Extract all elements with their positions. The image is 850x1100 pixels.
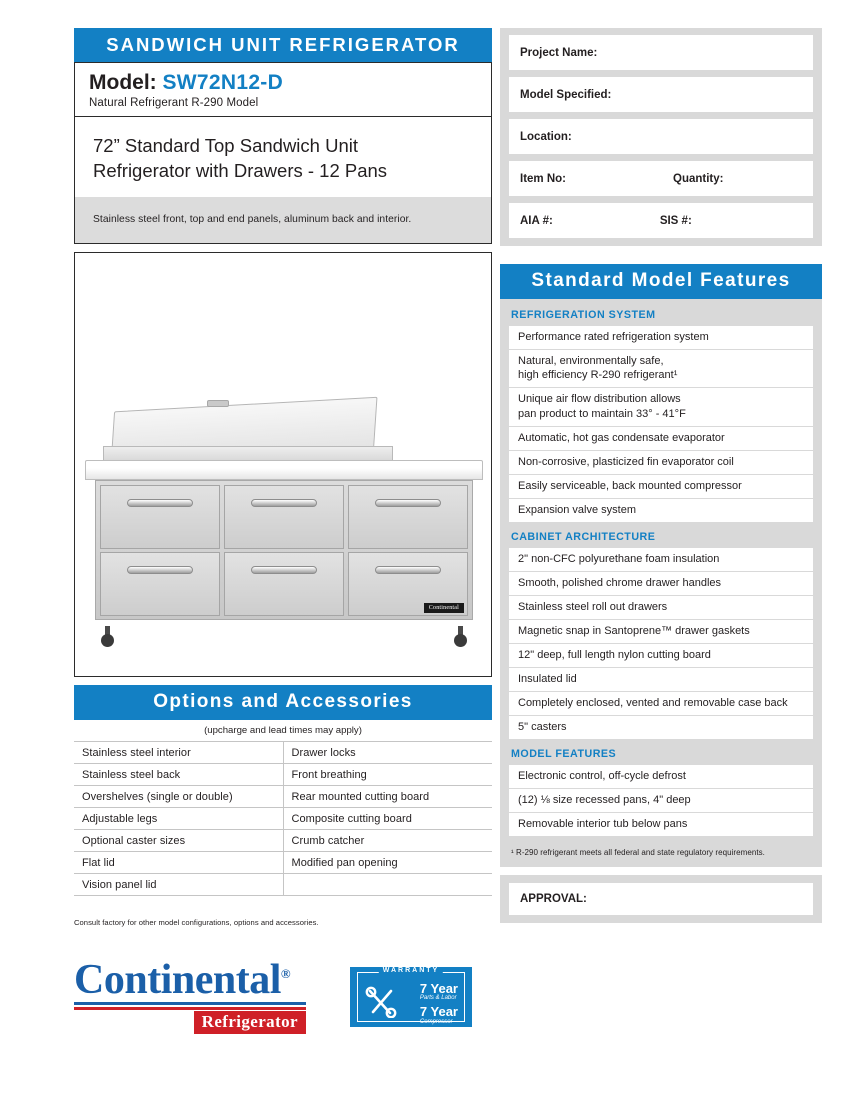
model-subtitle: Natural Refrigerant R-290 Model <box>89 97 259 110</box>
product-image <box>74 252 492 677</box>
description-line-2: Refrigerator with Drawers - 12 Pans <box>93 160 388 182</box>
feature-item: Magnetic snap in Santoprene™ drawer gaskets <box>509 620 813 644</box>
continental-logo <box>74 959 306 1034</box>
product-unit-illustration <box>85 398 483 648</box>
feature-item: Expansion valve system <box>509 499 813 523</box>
logo-name-text: Continental <box>74 957 281 1004</box>
page-title-banner: SANDWICH UNIT REFRIGERATOR <box>74 28 492 62</box>
project-fields-container <box>509 35 813 238</box>
construction-note: Stainless steel front, top and end panels, aluminum back and interior. <box>75 197 491 243</box>
model-number: SW72N12-D <box>162 71 284 95</box>
logo-refrigerator-badge: Refrigerator <box>194 1011 306 1034</box>
option-cell: Composite cutting board <box>283 808 492 830</box>
cutting-board-shape <box>85 460 483 480</box>
project-field-secondary-label: SIS #: <box>659 214 692 227</box>
warranty-badge <box>350 967 472 1027</box>
model-box <box>74 62 492 117</box>
project-field-label: Item No: <box>520 172 566 185</box>
project-field-label: Project Name: <box>520 46 598 59</box>
option-cell: Flat lid <box>74 852 283 874</box>
table-row <box>74 808 492 830</box>
drawer <box>348 485 468 549</box>
feature-item: Easily serviceable, back mounted compressor <box>509 475 813 499</box>
drawer-handle <box>375 499 441 507</box>
model-label: Model: <box>89 71 157 95</box>
feature-item: Non-corrosive, plasticized fin evaporator coil <box>509 451 813 475</box>
lid-knob-shape <box>207 400 229 407</box>
options-table-body <box>74 742 492 896</box>
option-cell <box>283 874 492 896</box>
option-cell: Adjustable legs <box>74 808 283 830</box>
option-cell: Stainless steel interior <box>74 742 283 764</box>
warranty-parts-label: Parts & Labor <box>419 995 457 1002</box>
feature-item: Completely enclosed, vented and removable case back <box>509 692 813 716</box>
option-cell: Front breathing <box>283 764 492 786</box>
drawer-handle <box>127 499 193 507</box>
project-field-row[interactable] <box>509 119 813 154</box>
caster <box>101 626 114 648</box>
project-info-panel <box>500 28 822 246</box>
project-field-row[interactable] <box>509 77 813 112</box>
option-cell: Rear mounted cutting board <box>283 786 492 808</box>
tools-icon <box>364 986 398 1023</box>
feature-item: Performance rated refrigeration system <box>509 326 813 350</box>
project-field-label: AIA #: <box>520 214 553 227</box>
feature-item: Removable interior tub below pans <box>509 813 813 837</box>
left-column <box>74 28 492 1034</box>
option-cell: Drawer locks <box>283 742 492 764</box>
model-line <box>89 72 477 95</box>
cabinet-body-shape <box>95 480 473 620</box>
feature-item: 5" casters <box>509 716 813 740</box>
feature-item: Stainless steel roll out drawers <box>509 596 813 620</box>
feature-item: Natural, environmentally safe, high efficiency R-290 refrigerant¹ <box>509 350 813 389</box>
registered-mark: ® <box>280 966 291 982</box>
warranty-compressor-years: 7 Year <box>419 1004 458 1020</box>
project-field-row[interactable] <box>509 203 813 238</box>
drawer-handle <box>375 566 441 574</box>
features-title-banner: Standard Model Features <box>500 264 822 299</box>
consult-note: Consult factory for other model configurations, options and accessories. <box>74 918 319 928</box>
feature-item: Electronic control, off-cycle defrost <box>509 765 813 789</box>
warranty-compressor-label: Compressor <box>419 1018 453 1025</box>
table-row <box>74 830 492 852</box>
drawer <box>224 552 344 616</box>
project-field-row[interactable] <box>509 161 813 196</box>
description-line-1: 72” Standard Top Sandwich Unit <box>93 135 358 157</box>
feature-section-heading: MODEL FEATURES <box>511 748 617 761</box>
option-cell: Overshelves (single or double) <box>74 786 283 808</box>
approval-row[interactable] <box>509 883 813 915</box>
table-row <box>74 742 492 764</box>
feature-section-heading: CABINET ARCHITECTURE <box>511 531 656 544</box>
table-row <box>74 852 492 874</box>
feature-item: 12" deep, full length nylon cutting board <box>509 644 813 668</box>
project-field-label: Model Specified: <box>520 88 612 101</box>
drawer <box>100 552 220 616</box>
drawer-handle <box>127 566 193 574</box>
drawer-handle <box>251 499 317 507</box>
options-table <box>74 741 492 896</box>
drawer <box>224 485 344 549</box>
options-title-banner: Options and Accessories <box>74 685 492 720</box>
feature-item: 2" non-CFC polyurethane foam insulation <box>509 548 813 572</box>
footer <box>74 959 492 1034</box>
features-panel <box>500 299 822 867</box>
description-box <box>74 117 492 244</box>
warranty-parts-years: 7 Year <box>419 980 458 996</box>
caster <box>454 626 467 648</box>
logo-wordmark <box>74 957 306 1004</box>
options-subtitle: (upcharge and lead times may apply) <box>204 725 362 737</box>
feature-item: Insulated lid <box>509 668 813 692</box>
table-row <box>74 786 492 808</box>
project-field-secondary-label: Quantity: <box>673 172 724 185</box>
feature-item: (12) ⅛ size recessed pans, 4" deep <box>509 789 813 813</box>
option-cell: Modified pan opening <box>283 852 492 874</box>
features-sections-container <box>509 301 813 837</box>
option-cell: Crumb catcher <box>283 830 492 852</box>
right-column <box>500 28 822 923</box>
option-cell: Vision panel lid <box>74 874 283 896</box>
warranty-terms <box>420 982 458 1029</box>
feature-section-heading: REFRIGERATION SYSTEM <box>511 308 656 321</box>
feature-item: Smooth, polished chrome drawer handles <box>509 572 813 596</box>
project-field-label: Location: <box>520 130 572 143</box>
drawer <box>100 485 220 549</box>
warranty-inner-frame <box>357 966 465 1025</box>
table-row <box>74 764 492 786</box>
refrigerant-footnote: ¹ R-290 refrigerant meets all federal and state regulatory requirements. <box>511 848 765 858</box>
warranty-title: WARRANTY <box>379 967 443 974</box>
approval-label: APPROVAL: <box>520 893 587 906</box>
approval-panel <box>500 875 822 923</box>
spacer <box>500 246 822 264</box>
table-row <box>74 874 492 896</box>
option-cell: Optional caster sizes <box>74 830 283 852</box>
feature-item: Unique air flow distribution allows pan product to maintain 33° - 41°F <box>509 388 813 427</box>
feature-item: Automatic, hot gas condensate evaporator <box>509 427 813 451</box>
project-field-row[interactable] <box>509 35 813 70</box>
option-cell: Stainless steel back <box>74 764 283 786</box>
unit-nameplate: Continental <box>424 603 464 613</box>
drawer-handle <box>251 566 317 574</box>
